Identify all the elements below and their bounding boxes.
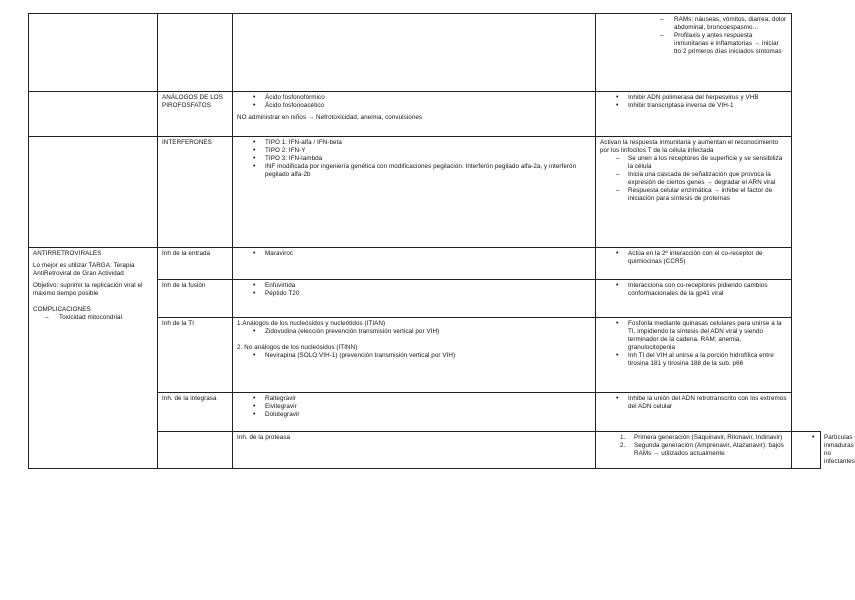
- list-item: • Dolutegravir: [265, 411, 591, 419]
- list-item: • Raltegravir: [265, 395, 591, 403]
- drugs-cell: [233, 92, 596, 137]
- list-item-text: Segunda generación (Amprenavir, Atazanavir): bajos RAMs → utilizados actualmente: [634, 442, 784, 457]
- list-item: • Inhibe la unión del ADN retrotranscrito con los extremos del ADN celular: [628, 395, 787, 411]
- mechanism-cell: [596, 318, 792, 393]
- list-item: – RAMs: náuseas, vómitos, diarrea, dolor abdominal, broncoespasmo...: [674, 16, 787, 32]
- drug-group-name: INTERFERONES: [162, 139, 212, 146]
- mechanism-cell: [596, 137, 792, 248]
- list-item-text: Primera generación (Saquinavir, Ritonavir, Indinavir): [634, 434, 783, 441]
- list-item: • Enfuvirtida: [265, 282, 591, 290]
- list-item: – Se unen a los receptores de superficie y se sensibiliza la célula: [628, 155, 787, 171]
- category-cell: [29, 92, 158, 137]
- category-line: Lo mejor es utilizar TARGA: Terapia AntiRetroviral de Gran Actividad: [33, 262, 135, 277]
- category-line: Objetivo: suprimir la replicación viral el máximo tiempo posible: [33, 282, 143, 297]
- mechanism-intro: Activan la respuesta inmunitaria y aumentan el reconocimiento por los linfocitos T de la célula infectada: [600, 139, 779, 154]
- list-item: • Fosforila mediante quinasas celulares para unirse a la TI, impidiendo la síntesis del ADN viral y siendo terminador de la cadena. RAM: anemia, granulocitopenia: [628, 320, 787, 352]
- list-item: • Elvitegravir: [265, 403, 591, 411]
- table-row: [29, 137, 821, 248]
- list-item: • Maraviroc: [265, 250, 591, 258]
- list-item: 1. Primera generación (Saquinavir, Ritonavir, Indinavir): [620, 434, 783, 441]
- list-item: • Interacciona con co-receptores pidiendo cambios conformacionales de la gp41 viral: [628, 282, 787, 298]
- drugs-cell: [233, 14, 596, 92]
- list-item: • Inhibir ADN polimerasa del herpesvirus y VHB: [628, 94, 787, 102]
- list-item: • TIPO 1: IFN-alfa / IFN-beta: [265, 139, 591, 147]
- list-item: • Ácido fosfonoacético: [265, 102, 591, 110]
- list-item: • Ácido fosfonofórmico: [265, 94, 591, 102]
- drugs-cell: [596, 432, 792, 469]
- drug-group-label: [158, 393, 233, 432]
- drug-group-name: Inh de la fusión: [162, 282, 206, 289]
- drug-table: [28, 13, 855, 469]
- category-cell: [29, 248, 158, 469]
- drug-group-name: Inh. de la integrasa: [162, 395, 217, 402]
- drug-group-name: Inh de la TI: [162, 320, 194, 327]
- list-item: • Inhibir transcriptasa inversa de VIH-1: [628, 102, 787, 110]
- mechanism-cell: [596, 393, 792, 432]
- table-row: [29, 248, 821, 280]
- mechanism-cell: [596, 14, 792, 92]
- complications-title: COMPLICACIONES: [33, 306, 91, 313]
- subgroup-heading: 1.Análogos de los nucleósidos y nucleótidos (ITIAN): [237, 320, 386, 327]
- subgroup-heading: 2. No análogos de los nucleósidos (ITINN): [237, 344, 358, 351]
- list-item: • Nevirapina (SOLO VIH-1) (prevención transmisión vertical por VIH): [265, 352, 591, 360]
- list-item: – Profilaxis y antes respuesta inmunitarias e inflamatorias → iniciar tto 2 primeros días iniciados síntomas: [674, 32, 787, 56]
- list-item: • TIPO 2: IFN-Y: [265, 147, 591, 155]
- mechanism-cell: Partículas inmaduras no infectantes: [792, 432, 821, 469]
- drug-group-label: [158, 137, 233, 248]
- list-item: • INF modificada por ingeniería genética con modificaciones pegilación: Interferón pegilado alfa-2a, y interferón pegilado alfa-2b: [265, 163, 591, 179]
- drug-group-name: ANÁLOGOS DE LOS PIROFOSFATOS: [162, 94, 223, 109]
- list-item: – Inicia una cascada de señalización que provoca la expresión de ciertos genes → degradar el ARN viral: [628, 171, 787, 187]
- list-item: • Actúa en la 2ª interacción con el co-receptor de quimiocinas (CCR5): [628, 250, 787, 266]
- list-item: • Péptido T20: [265, 290, 591, 298]
- drugs-cell: [233, 137, 596, 248]
- drug-group-label: [158, 318, 233, 393]
- table-row: [29, 14, 821, 92]
- list-item: • Inh TI del VIH al unirse a la porción hidrofílica entre tirosina 181 y tirosina 188 de la sub. p66: [628, 352, 787, 368]
- mechanism-cell: [596, 248, 792, 280]
- drug-group-label: [158, 280, 233, 318]
- drug-group-label: [158, 92, 233, 137]
- drug-group-name: Inh. de la proteasa: [237, 434, 291, 441]
- drug-group-label: [233, 432, 596, 469]
- drugs-cell: [233, 393, 596, 432]
- category-cell: [158, 432, 233, 469]
- drugs-cell: [233, 318, 596, 393]
- mechanism-cell: [596, 280, 792, 318]
- list-item: – Toxicidad mitocondrial: [59, 314, 153, 322]
- drug-note: NO administrar en niños → Nefrotoxicidad, anemia, convulsiones: [237, 114, 423, 121]
- list-item: • Zidovudina (elección prevención transmisión vertical por VIH): [265, 328, 591, 336]
- category-cell: [29, 137, 158, 248]
- category-cell: [29, 14, 158, 92]
- drug-group-cell: [158, 14, 233, 92]
- list-item: 2. Segunda generación (Amprenavir, Atazanavir): bajos RAMs → utilizados actualmente: [620, 442, 784, 457]
- list-item: • TIPO 3: IFN-lambda: [265, 155, 591, 163]
- drug-group-name: Inh de la entrada: [162, 250, 211, 257]
- table-row: [29, 92, 821, 137]
- drug-group-label: [158, 248, 233, 280]
- drugs-cell: [233, 280, 596, 318]
- mechanism-cell: [596, 92, 792, 137]
- drugs-cell: [233, 248, 596, 280]
- list-item: – Respuesta celular enzimática → inhibe el factor de iniciación para síntesis de proteínas: [628, 187, 787, 203]
- category-title: ANTIRRETROVIRALES: [33, 250, 102, 257]
